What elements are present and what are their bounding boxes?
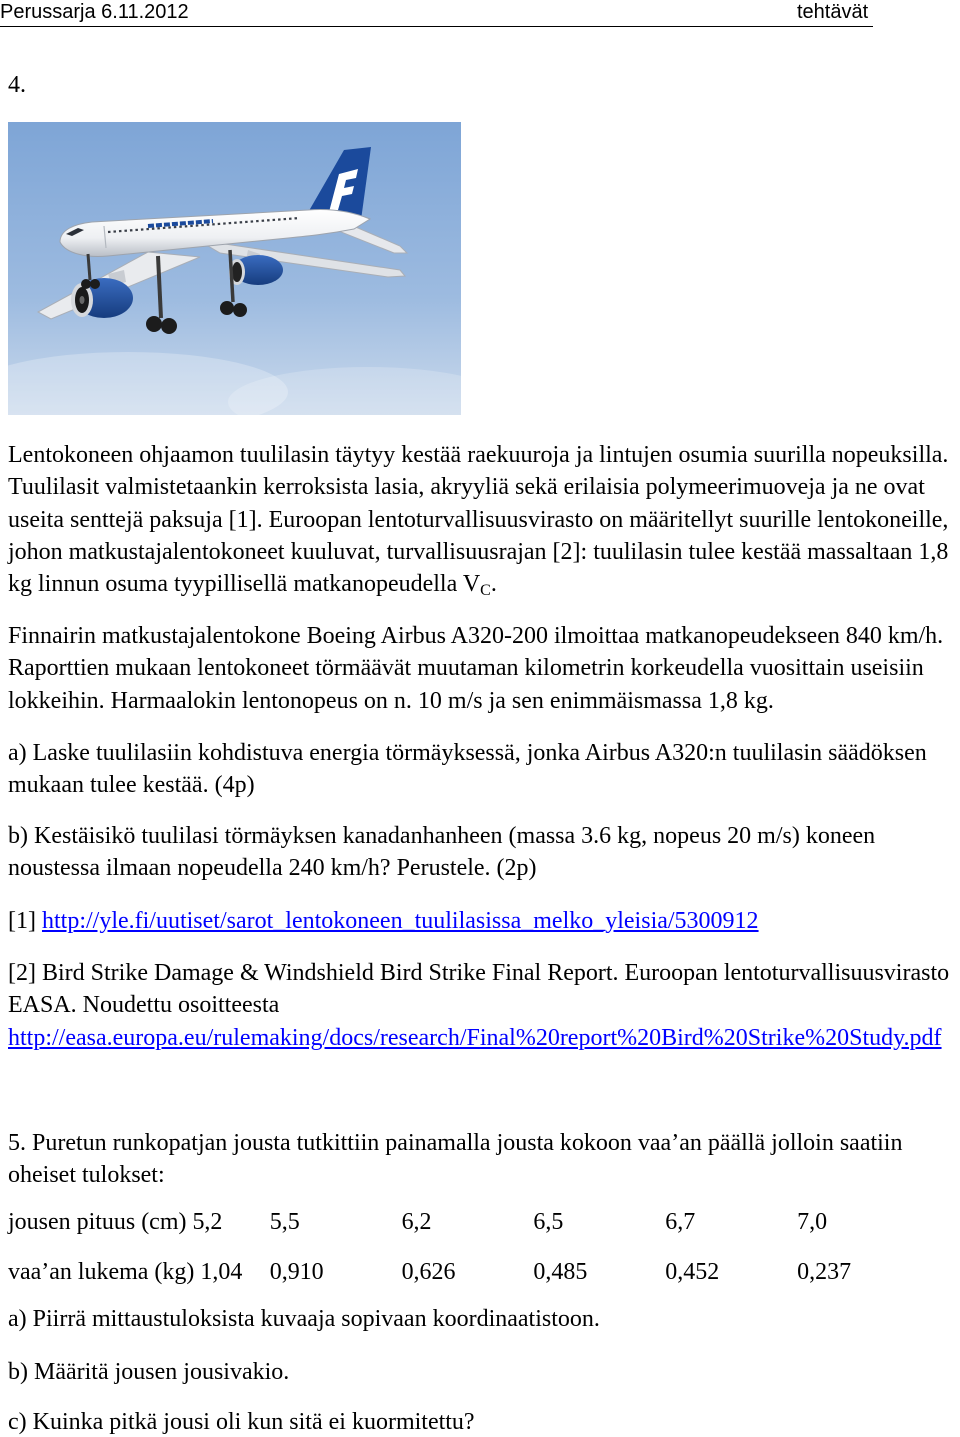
question-line: mukaan tulee kestää. (4p)	[8, 772, 255, 799]
question-line: a) Laske tuulilasiin kohdistuva energia törmäyksessä, jonka Airbus A320:n tuulilasin säädöksen	[8, 740, 927, 766]
task4-intro-paragraph	[8, 439, 948, 600]
paragraph-line-text: kg linnun osuma tyypillisellä matkanopeudella V	[8, 571, 481, 598]
reference-2	[8, 957, 949, 1054]
question-line: b) Määritä jousen jousivakio.	[8, 1359, 290, 1385]
table-cell: 6,5	[533, 1209, 564, 1235]
reference-line	[8, 1022, 942, 1054]
task5-question-b	[8, 1357, 289, 1387]
question-line: noustessa ilmaan nopeudella 240 km/h? Perustele. (2p)	[8, 855, 537, 882]
paragraph-line: Finnairin matkustajalentokone Boeing Airbus A320-200 ilmoittaa matkanopeudekseen 840 km/h.	[8, 623, 944, 649]
header-rule	[0, 26, 873, 27]
task4-number	[8, 69, 26, 101]
task4-question-a	[8, 737, 927, 802]
header-title: Perussarja 6.11.2012	[0, 1, 189, 23]
header-section: tehtävät	[797, 1, 869, 23]
table-cell: 0,485	[533, 1259, 588, 1285]
paragraph-line: useita senttejä paksuja [1]. Euroopan lentoturvallisuusvirasto on määritellyt suurille lentokoneille,	[8, 506, 949, 533]
task5-intro-paragraph	[8, 1127, 902, 1192]
reference-label: [1]	[8, 908, 36, 934]
sentence-end: .	[490, 571, 497, 598]
reference-2-link[interactable]: http://easa.europa.eu/rulemaking/docs/research/Final%20report%20Bird%20Strike%20Study.pdf	[8, 1024, 942, 1051]
paragraph-line: Raporttien mukaan lentokoneet törmäävät muutaman kilometrin korkeudella vuosittain useisiin	[8, 655, 924, 682]
task5-question-a	[8, 1304, 600, 1334]
paragraph-line: Tuulilasit valmistetaankin kerroksista lasia, akryyliä sekä erilaisia polymeerimuoveja ja ne ovat	[8, 474, 925, 501]
reference-1	[8, 905, 759, 937]
reference-line	[8, 905, 759, 937]
table-cell: 6,7	[665, 1209, 696, 1235]
table-cell: 0,237	[797, 1259, 852, 1285]
task4-info-paragraph	[8, 620, 943, 717]
reference-1-link[interactable]: http://yle.fi/uutiset/sarot_lentokoneen_tuulilasissa_melko_yleisia/5300912	[41, 908, 759, 934]
table-cell: 1,04	[200, 1259, 243, 1285]
table-row	[8, 1206, 957, 1238]
table-row-label: jousen pituus (cm)	[8, 1209, 187, 1235]
table-row-label: vaa’an lukema (kg)	[8, 1259, 195, 1285]
paragraph-line: oheiset tulokset:	[8, 1162, 165, 1189]
paragraph-line: Lentokoneen ohjaamon tuulilasin täytyy kestää raekuuroja ja lintujen osumia suurilla nopeuksilla.	[8, 442, 949, 468]
task-number: 4.	[8, 72, 26, 98]
paragraph-line: 5. Puretun runkopatjan jousta tutkittiin painamalla jousta kokoon vaa’an päällä jolloin saatiin	[8, 1130, 903, 1156]
reference-line: [2] Bird Strike Damage & Windshield Bird Strike Final Report. Euroopan lentoturvallisuusvirasto	[8, 960, 950, 986]
paragraph-line	[8, 568, 497, 600]
table-cell: 7,0	[797, 1209, 828, 1235]
task4-question-b	[8, 820, 875, 885]
question-line: c) Kuinka pitkä jousi oli kun sitä ei kuormitettu?	[8, 1409, 475, 1435]
airplane-photo	[8, 122, 461, 415]
table-row	[8, 1256, 957, 1288]
task5-question-c	[8, 1407, 475, 1437]
table-cell: 5,2	[192, 1209, 223, 1235]
table-cell: 0,910	[269, 1259, 324, 1285]
table-cell: 0,452	[665, 1259, 720, 1285]
table-cell: 6,2	[401, 1209, 432, 1235]
velocity-subscript: C	[480, 582, 491, 600]
question-line: b) Kestäisikö tuulilasi törmäyksen kanadanhanheen (massa 3.6 kg, nopeus 20 m/s) koneen	[8, 823, 876, 849]
question-line: a) Piirrä mittaustuloksista kuvaaja sopivaan koordinaatistoon.	[8, 1306, 600, 1332]
table-cell: 0,626	[401, 1259, 456, 1285]
table-cell: 5,5	[269, 1209, 300, 1235]
reference-line: EASA. Noudettu osoitteesta	[8, 992, 280, 1019]
paragraph-line: johon matkustajalentokoneet kuuluvat, turvallisuusrajan [2]: tuulilasin tulee kestää massaltaan 1,8	[8, 538, 949, 565]
paragraph-line: lokkeihin. Harmaalokin lentonopeus on n. 10 m/s ja sen enimmäismassa 1,8 kg.	[8, 687, 774, 714]
